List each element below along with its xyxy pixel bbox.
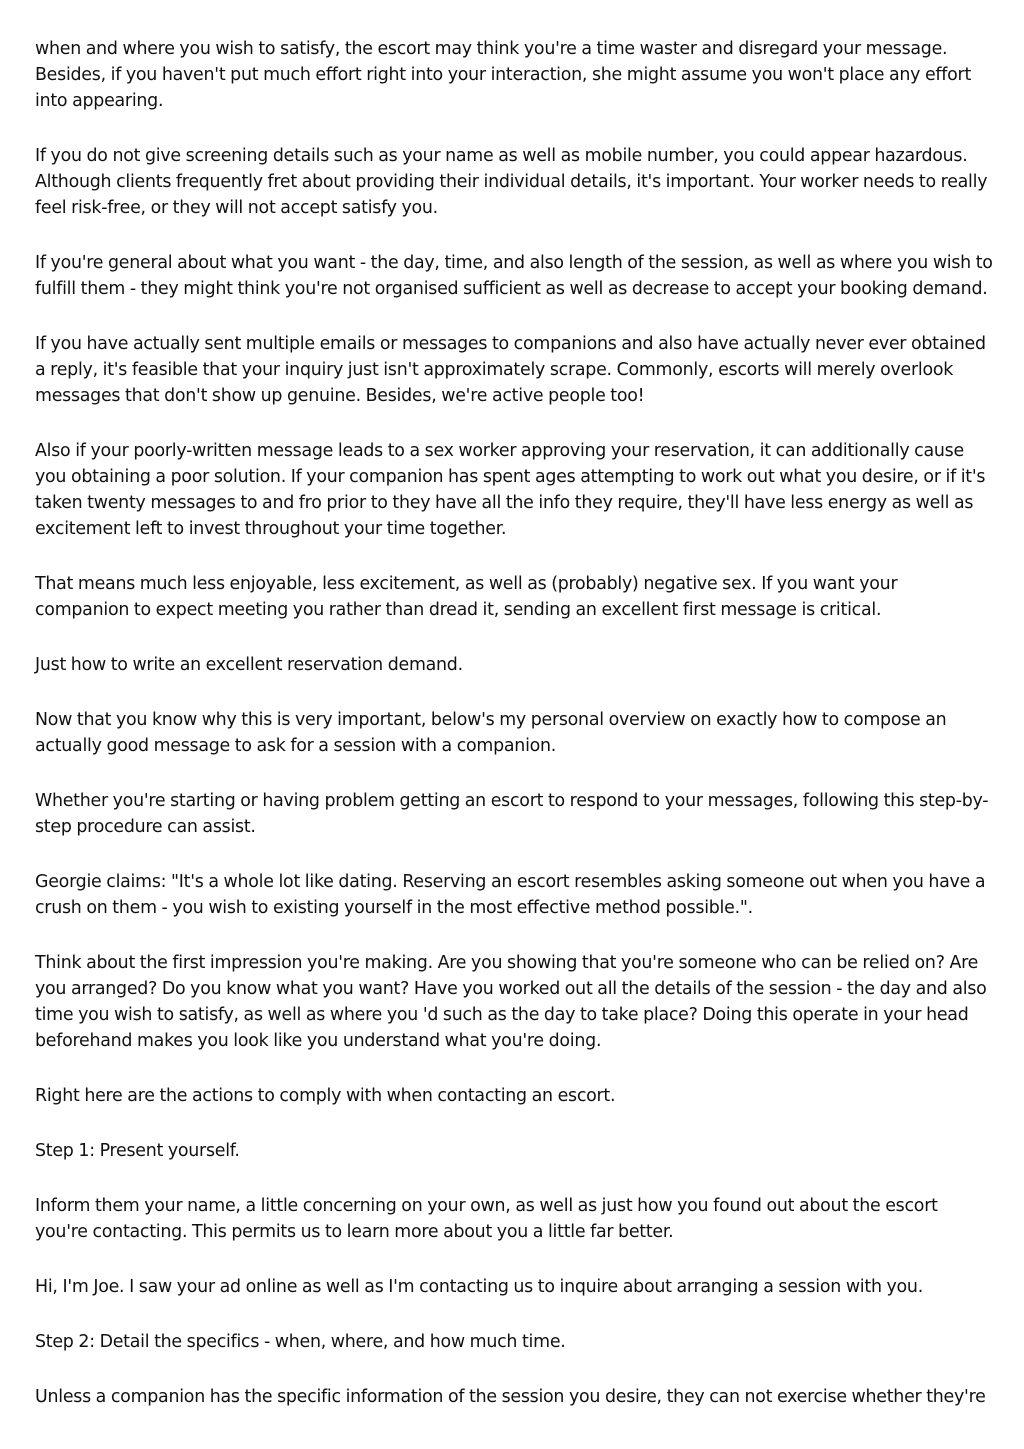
document-body [35,36,993,1439]
paragraph-how-to-write: Just how to write an excellent reservation demand. [35,655,463,675]
paragraph-time-waster: when and where you wish to satisfy, the escort may think you're a time waster and disregard your message. Besides, if you haven't put much effort right into your interaction, she might assume you won't place any effort into appearing. [35,39,972,111]
paragraph-general-request: If you're general about what you want - the day, time, and also length of the session, as well as where you wish to fulfill them - they might think you're not organised sufficient as well as decrease to accept your booking demand. [35,253,993,299]
paragraph-example-message: Hi, I'm Joe. I saw your ad online as well as I'm contacting us to inquire about arranging a session with you. [35,1277,923,1297]
paragraph-poor-service: Also if your poorly-written message leads to a sex worker approving your reservation, it can additionally cause you obtaining a poor solution. If your companion has spent ages attempting to work out what you desire, or if it's taken twenty messages to and fro prior to they have all the info they require, they'll have less energy as well as excitement left to invest throughout your time together. [35,441,986,539]
paragraph-no-reply: If you have actually sent multiple emails or messages to companions and also have actually never ever obtained a reply, it's feasible that your inquiry just isn't approximately scrape. Commonly, escorts will merely overlook messages that don't show up genuine. Besides, we're active people too! [35,334,986,406]
paragraph-overview: Now that you know why this is very important, below's my personal overview on exactly how to compose an actually good message to ask for a session with a companion. [35,710,947,756]
paragraph-first-message: That means much less enjoyable, less excitement, as well as (probably) negative sex. If you want your companion to expect meeting you rather than dread it, sending an excellent first message is critical. [35,574,898,620]
paragraph-step-1: Step 1: Present yourself. [35,1141,240,1161]
paragraph-georgie-quote: Georgie claims: "It's a whole lot like dating. Reserving an escort resembles asking someone out when you have a crush on them - you wish to existing yourself in the most effective method possible.". [35,872,986,918]
paragraph-first-impression: Think about the first impression you're making. Are you showing that you're someone who can be relied on? Are you arranged? Do you know what you want? Have you worked out all the details of the session - the day and also time you wish to satisfy, as well as where you 'd such as the day to take place? Doing this operate in your head beforehand makes you look like you understand what you're doing. [35,953,987,1051]
paragraph-introduce-yourself: Inform them your name, a little concerning on your own, as well as just how you found out about the escort you're contacting. This permits us to learn more about you a little far better. [35,1196,938,1242]
paragraph-specific-information: Unless a companion has the specific information of the session you desire, they can not exercise whether they're [35,1387,986,1407]
paragraph-actions-intro: Right here are the actions to comply with when contacting an escort. [35,1086,616,1106]
paragraph-step-2: Step 2: Detail the specifics - when, where, and how much time. [35,1332,566,1352]
paragraph-screening-details: If you do not give screening details such as your name as well as mobile number, you could appear hazardous. Although clients frequently fret about providing their individual details, it's important. Your worker needs to really feel risk-free, or they will not accept satisfy you. [35,146,988,218]
paragraph-step-by-step: Whether you're starting or having problem getting an escort to respond to your messages, following this step-by-step procedure can assist. [35,791,989,837]
